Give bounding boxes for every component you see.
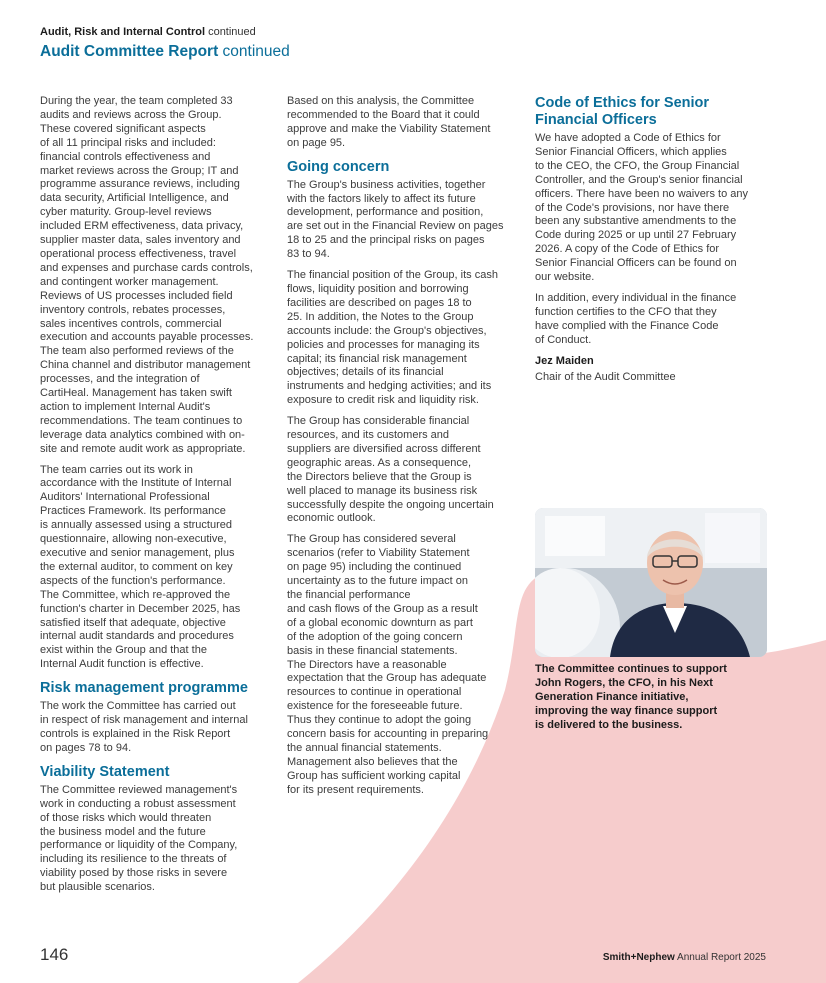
footer-report-title: Smith+Nephew Annual Report 2025	[602, 952, 766, 963]
going-concern-paragraph-1: The Group's business activities, together with the factors likely to affect its future development, performance and position, are set out in the Financial Review on pages 18 to 25 and the principal risks on pages 83 to 94.	[287, 178, 504, 261]
page-header	[40, 26, 290, 61]
going-concern-paragraph-3: The Group has considerable financial resources, and its customers and suppliers are diversified across different geographic areas. As a consequence, the Directors believe that the Group is well placed to manage its business risk successfully despite the ongoing uncertain economic outlook.	[287, 415, 494, 525]
risk-management-paragraph: The work the Committee has carried out in respect of risk management and internal controls is explained in the Risk Report on pages 78 to 94.	[40, 700, 248, 754]
going-concern-heading: Going concern	[287, 158, 390, 175]
code-of-ethics-paragraph-1: We have adopted a Code of Ethics for Senior Financial Officers, which applies to the CEO, the CFO, the Group Financial Controller, and the Group's senior financial officers. There have been no waivers to any of the Code's provisions, nor have there been any substantive amendments to the Code during 2025 or up until 27 February 2026. A copy of the Code of Ethics for Senior Financial Officers can be found on our website.	[535, 132, 748, 284]
viability-statement-heading: Viability Statement	[40, 763, 170, 780]
viability-statement-paragraph: The Committee reviewed management's work in conducting a robust assessment of those risks which would threaten the business model and the future performance or liquidity of the Company, including its resilience to the threats of viability posed by those risks in severe but plausible scenarios.	[40, 783, 238, 894]
column-middle	[287, 95, 521, 805]
column-right	[535, 95, 767, 384]
column-left	[40, 95, 272, 902]
page-number: 146	[40, 945, 69, 964]
cfo-photo	[535, 508, 767, 657]
internal-audit-paragraph: During the year, the team completed 33 audits and reviews across the Group. These covered significant aspects of all 11 principal risks and included: financial controls effectiveness and market reviews across the Group; IT and programme assurance reviews, including data security, Artificial Intelligence, and cyber maturity. Group-level reviews included ERM effectiveness, data privacy, supplier master data, sales inventory and operational process effectiveness, travel and expenses and purchase cards controls, and contingent worker management. Reviews of US processes included field inventory controls, rebates processes, sales incentives controls, commercial execution and accounts payable processes. The team also performed reviews of the China channel and distributor management processes, and the integration of CartiHeal. Management has taken swift action to implement Internal Audit's recommendations. The team continues to leverage data analytics combined with on- site and remote audit work as appropriate.	[40, 95, 254, 455]
going-concern-paragraph-2: The financial position of the Group, its cash flows, liquidity position and borrowing facilities are described on pages 18 to 25. In addition, the Notes to the Group accounts include: the Group's objectives, policies and processes for managing its capital; its financial risk management objectives; details of its financial instruments and hedging activities; and its exposure to credit risk and liquidity risk.	[287, 269, 498, 407]
audit-framework-paragraph: The team carries out its work in accordance with the Institute of Internal Auditors' International Professional Practices Framework. Its performance is annually assessed using a structured questionnaire, allowing non-executive, executive and senior management, plus the external auditor, to comment on key aspects of the function's performance. The Committee, which re-approved the function's charter in December 2025, has satisfied itself that adequate, objective internal audit standards and procedures exist within the Group and that the Internal Audit function is effective.	[40, 463, 241, 671]
photo-caption: The Committee continues to support John Rogers, the CFO, in his Next Generation Finance initiative, improving the way finance support is delivered to the business.	[535, 663, 727, 731]
code-of-ethics-paragraph-2: In addition, every individual in the finance function certifies to the CFO that they have complied with the Finance Code of Conduct.	[535, 291, 737, 346]
risk-management-heading: Risk management programme	[40, 680, 248, 697]
signatory-name: Jez Maiden	[535, 354, 594, 367]
signatory-role: Chair of the Audit Committee	[535, 370, 676, 383]
section-title: Audit, Risk and Internal Control continued	[40, 26, 256, 38]
going-concern-paragraph-4: The Group has considered several scenarios (refer to Viability Statement on page 95) including the continued uncertainty as to the future impact on the financial performance and cash flows of the Group as a result of a global economic downturn as part of the adoption of the going concern basis in these financial statements. The Directors have a reasonable expectation that the Group has adequate resources to continue in operational existence for the foreseeable future. Thus they continue to adopt the going concern basis for accounting in preparing the annual financial statements. Management also believes that the Group has sufficient working capital for its present requirements.	[287, 533, 489, 796]
viability-conclusion-paragraph: Based on this analysis, the Committee recommended to the Board that it could approve and make the Viability Statement on page 95.	[287, 95, 491, 149]
code-of-ethics-heading: Code of Ethics for Senior Financial Officers	[535, 95, 710, 128]
report-title: Audit Committee Report continued	[40, 43, 290, 60]
